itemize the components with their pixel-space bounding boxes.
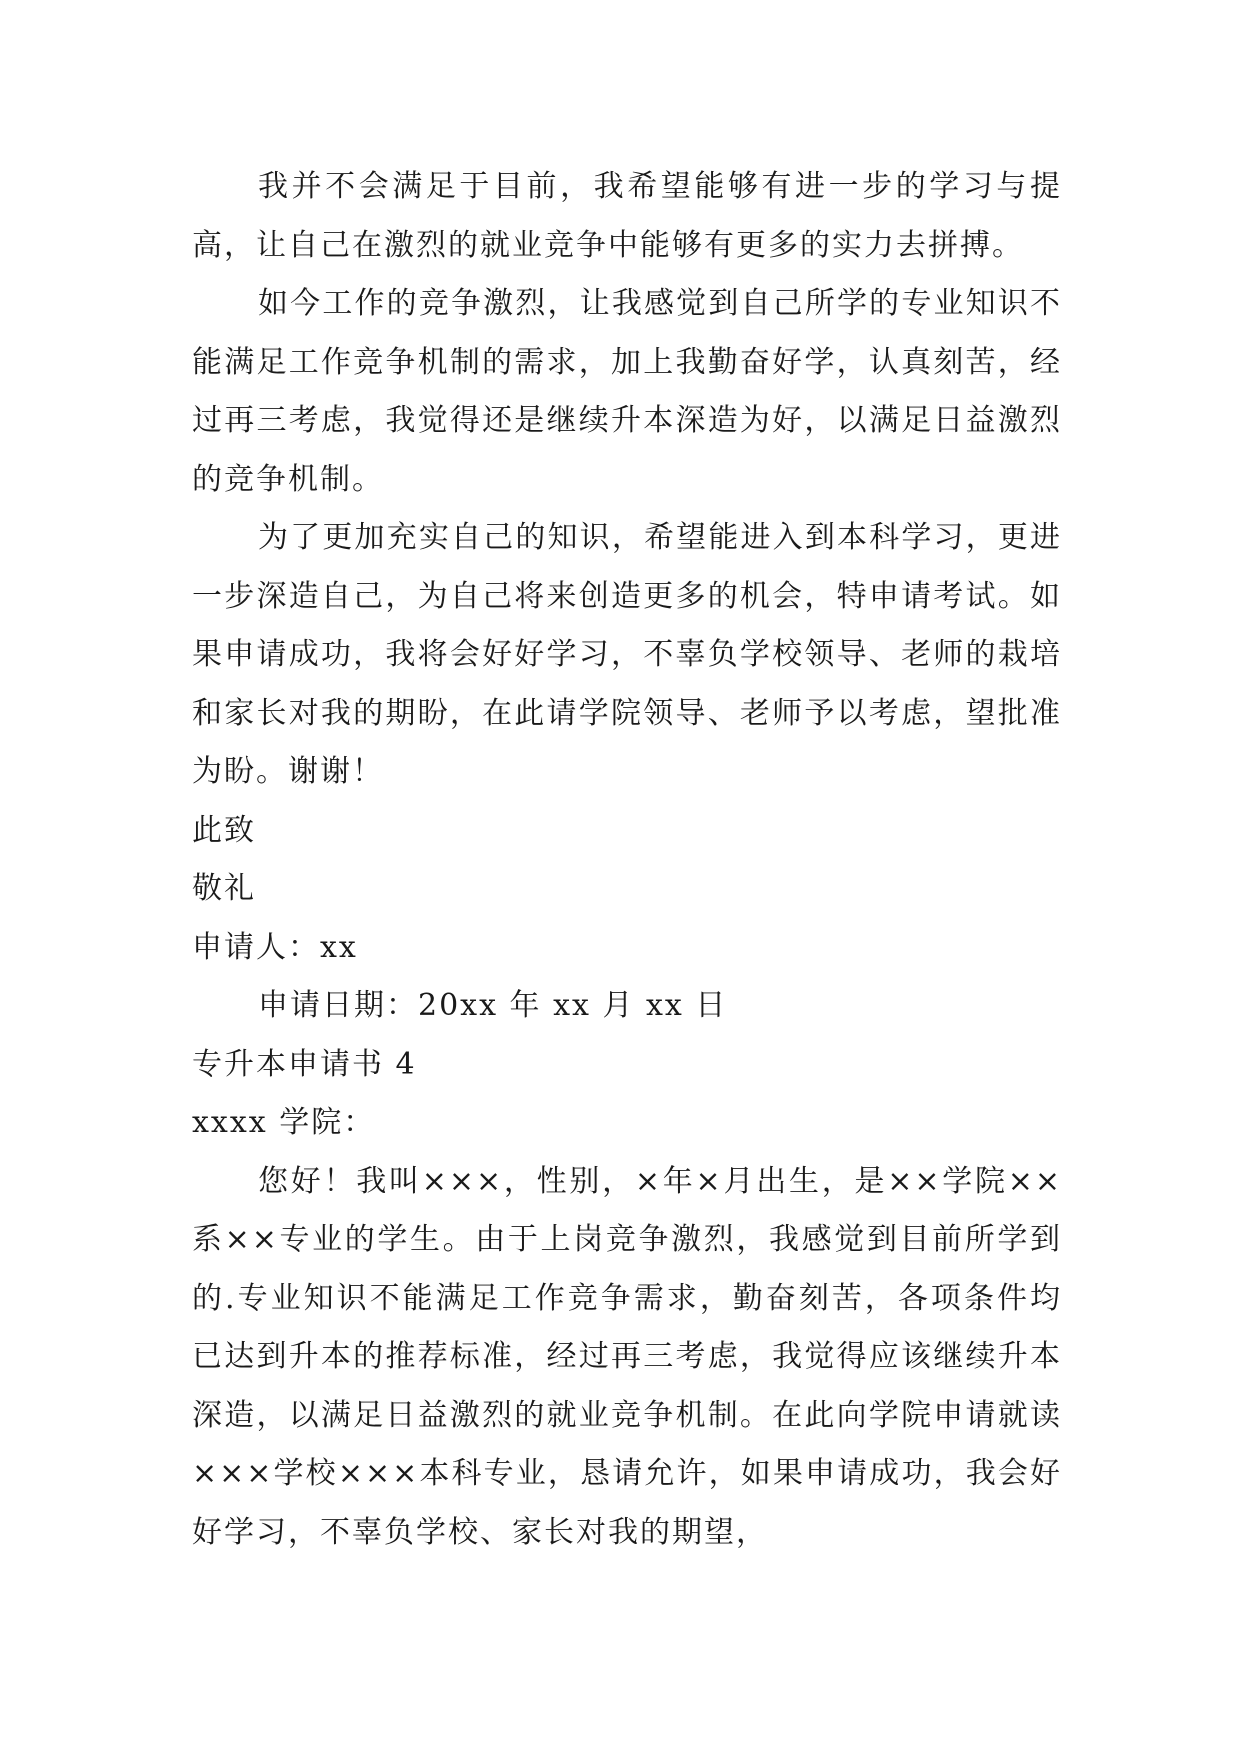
section-title: 专升本申请书 4	[192, 1046, 417, 1082]
closing-line-2: 敬礼	[192, 871, 256, 906]
date-line: 申请日期：20xx 年 xx 月 xx 日	[258, 988, 728, 1023]
salutation-line: xxxx 学院：	[192, 1105, 376, 1140]
applicant-line: 申请人：xx	[192, 929, 358, 965]
paragraph-2: 如今工作的竞争激烈，让我感觉到自己所学的专业知识不能满足工作竞争机制的需求，加上我勤奋好学，认真刻苦，经过再三考虑，我觉得还是继续升本深造为好，以满足日益激烈的竞争机制。	[192, 286, 1062, 497]
paragraph-4: 您好！我叫×××，性别，×年×月出生，是××学院××系××专业的学生。由于上岗竞争激烈，我感觉到目前所学到的.专业知识不能满足工作竞争需求，勤奋刻苦，各项条件均已达到升本的推荐标准，经过再三考虑，我觉得应该继续升本深造，以满足日益激烈的就业竞争机制。在此向学院申请就读×××学校×××本科专业，恳请允许，如果申请成功，我会好好学习，不辜负学校、家长对我的期望，	[192, 1163, 1062, 1550]
closing-line-1: 此致	[192, 812, 256, 848]
document-body	[192, 158, 1062, 1562]
paragraph-1: 我并不会满足于目前，我希望能够有进一步的学习与提高，让自己在激烈的就业竞争中能够有更多的实力去拼搏。	[192, 169, 1062, 263]
paragraph-3: 为了更加充实自己的知识，希望能进入到本科学习，更进一步深造自己，为自己将来创造更多的机会，特申请考试。如果申请成功，我将会好好学习，不辜负学校领导、老师的栽培和家长对我的期盼，在此请学院领导、老师予以考虑，望批准为盼。谢谢！	[192, 520, 1062, 789]
